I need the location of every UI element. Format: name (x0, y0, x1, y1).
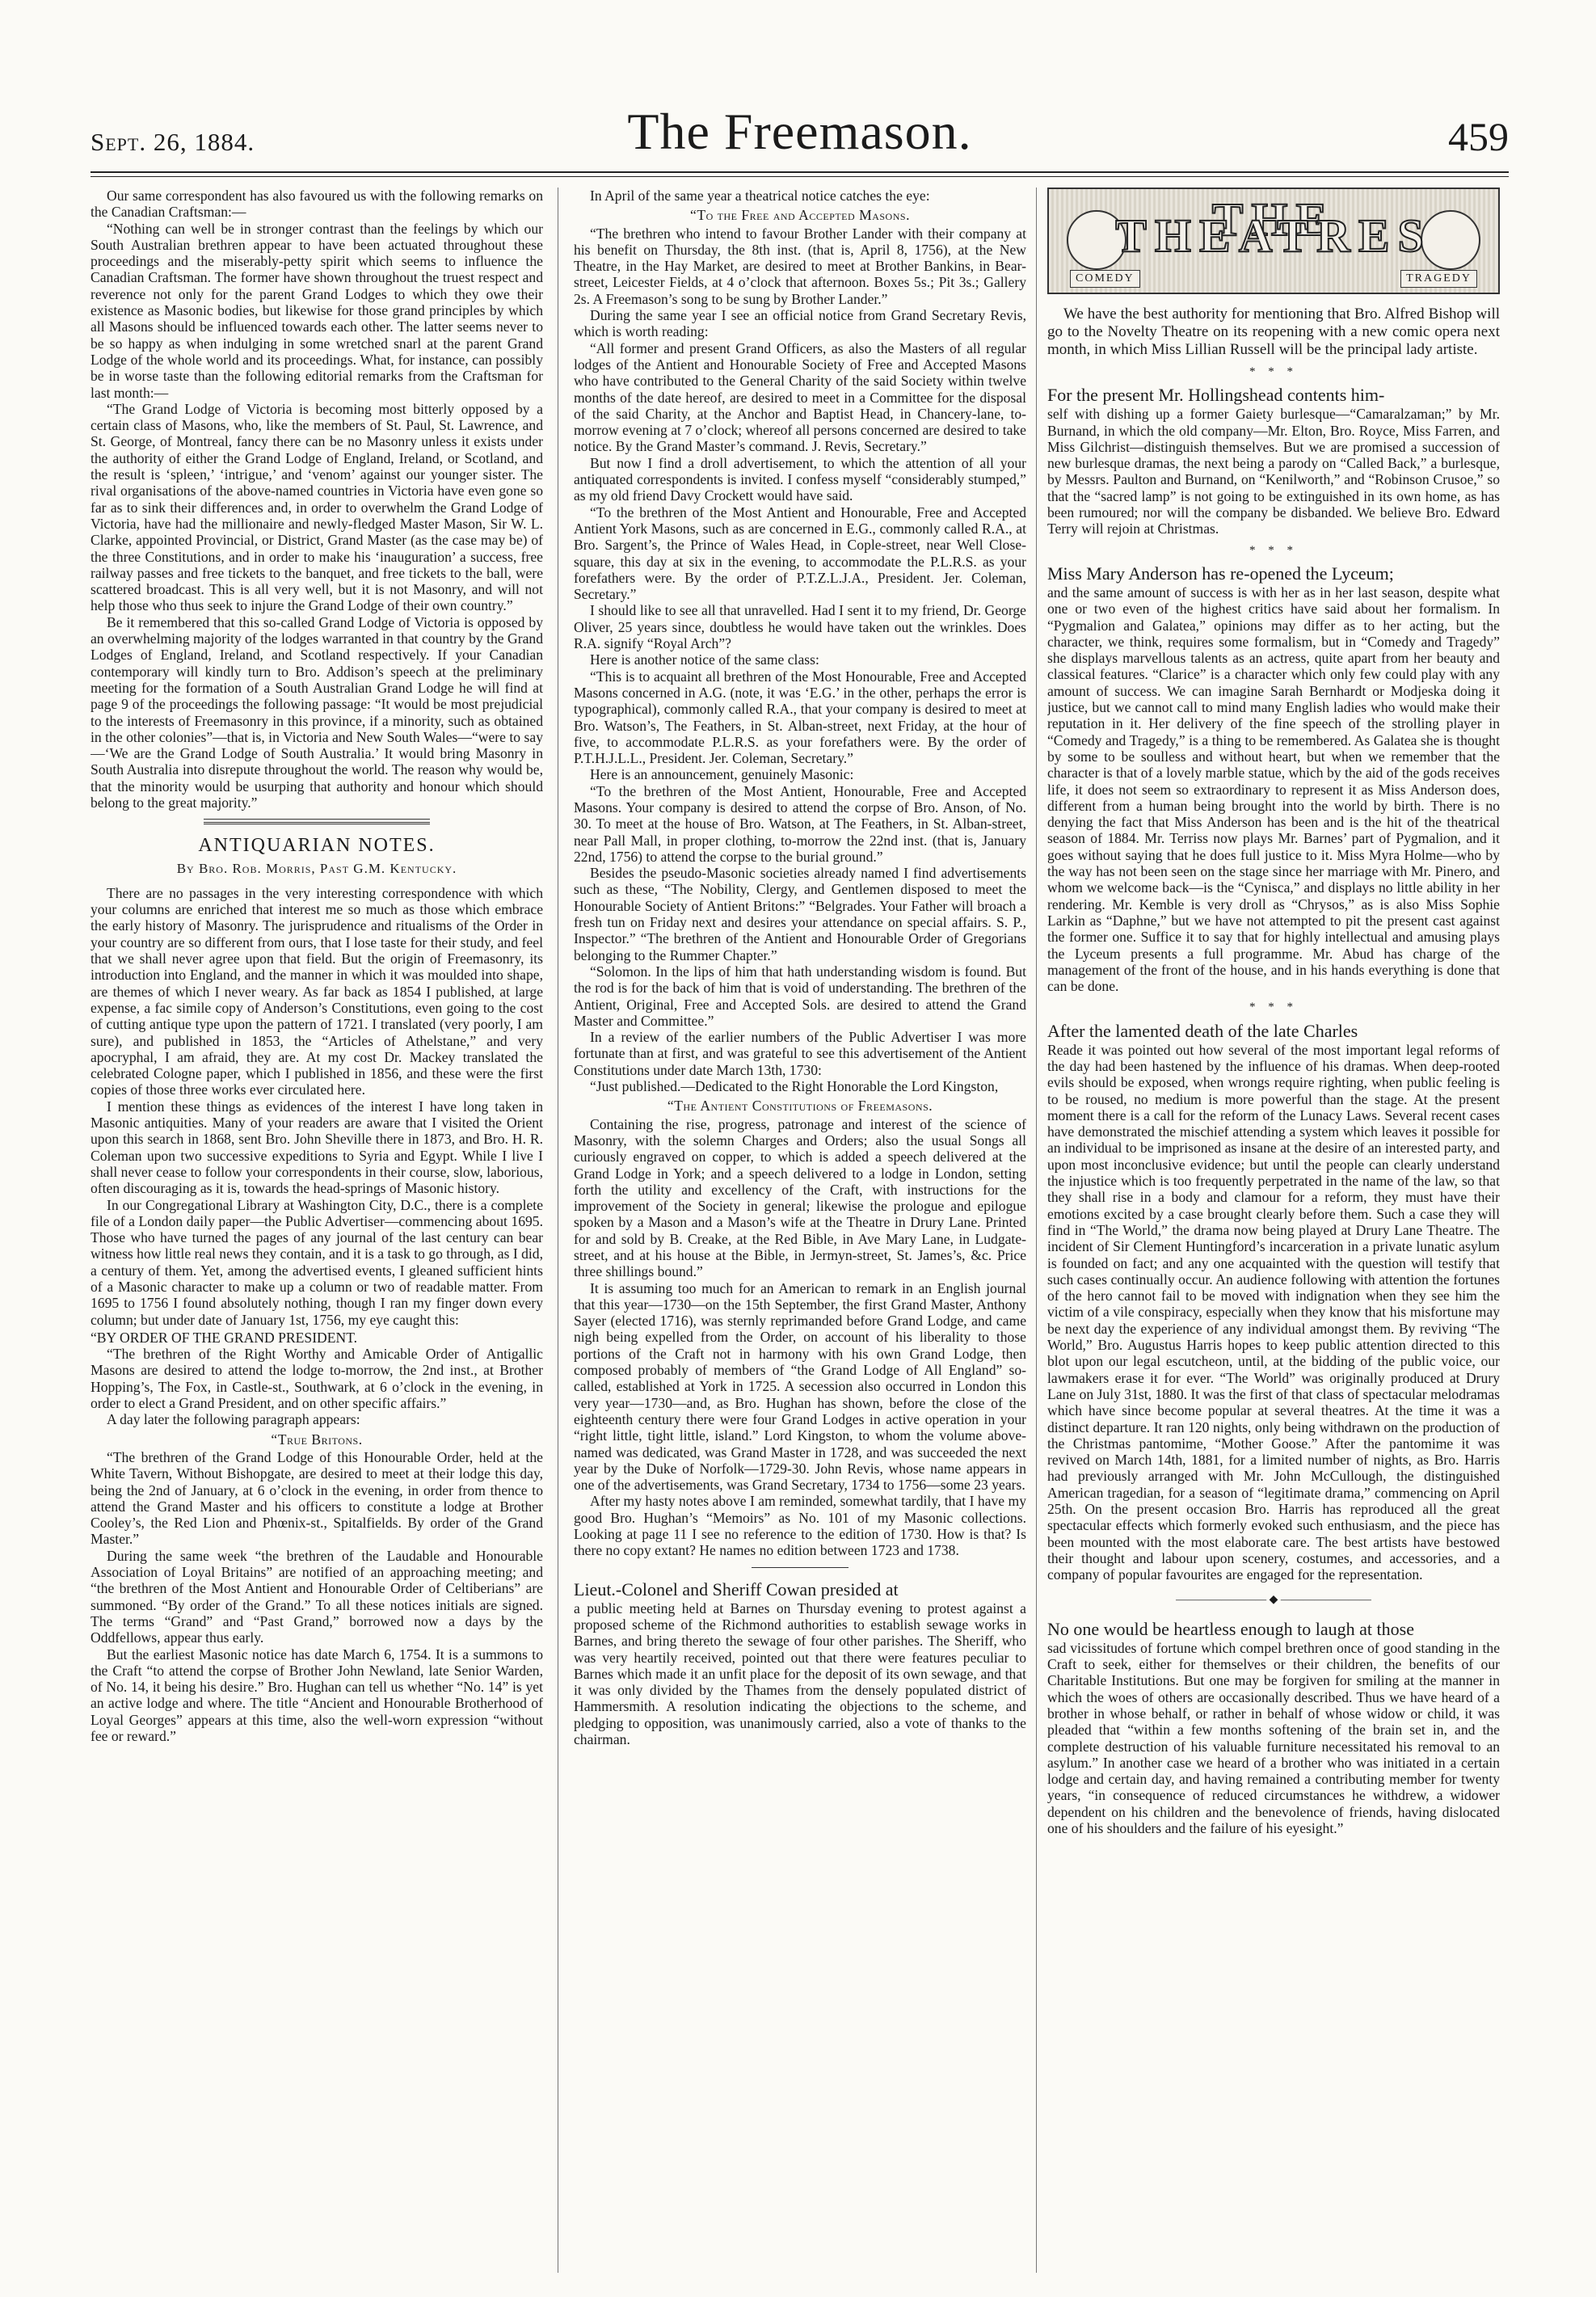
issue-date: Sept. 26, 1884. (91, 128, 255, 156)
paragraph: “The brethren of the Grand Lodge of this Honourable Order, held at the White Tavern, Without Bishopgate, are desired to meet at their lodge this day, being the 2nd of January, at 6 o’clock in the evening, in order from thence to attend the Grand Master and his officers to constitute a lodge at Brother Cooley’s, the Red Lion and Phœnix-st., Spitalfields. By order of the Grand Master.” (91, 1448, 543, 1548)
paragraph: In April of the same year a theatrical notice catches the eye: (590, 188, 930, 204)
paragraph: We have the best authority for mentioning that Bro. Alfred Bishop will go to the Novelty Theatre on its reopening with a new comic opera next month, in which Miss Lillian Russell will be the principal lady artiste. (1047, 306, 1500, 358)
paragraph: “This is to acquaint all brethren of the Most Honourable, Free and Accepted Masons concerned in A.G. (note, it was ‘E.G.’ in the other, perhaps the error is typographical), commonly called R.A., that your company is desired to meet at Bro. Watson’s, The Feathers, in St. Alban-street, next Friday, at the hour of five, to accommodate P.L.R.S. as your forefathers were. By the order of P.T.H.J.L.L., President. Jer. Coleman, Secretary.” (574, 668, 1026, 767)
paragraph: “Nothing can well be in stronger contrast than the feelings by which our South Australian brethren appear to have been actuated throughout these proceedings and the miserably-petty spirit which seems to influence the Canadian Craftsman. The former have shown throughout the truest respect and reverence not only for the parent Grand Lodges to which they owe their existence as Masonic bodies, but likewise for those grand principles by which all Masons should be influenced towards each other. The latter seems never to be so happy as when indulging in some wretched snarl at the parent Grand Lodge of the whole world and its proceedings. What, for instance, can possibly be in worse taste than the following editorial remarks from the Craftsman for last month:— (91, 220, 543, 401)
paragraph: During the same week “the brethren of the Laudable and Honourable Association of Loyal Britains” are notified of an approaching meeting; and “the brethren of the Most Antient and Honourable Order of Celtiberians” are summoned. “By order of the Grand.” To all these notices initials are signed. The terms “Grand” and “Past Grand,” borrowed now a days by the Oddfellows, appear thus early. (91, 1547, 543, 1646)
paragraph: “The brethren of the Right Worthy and Amicable Order of Antigallic Masons are desired to attend the lodge to-morrow, the 2nd inst., at Brother Hopping’s, The Fox, in Castle-st., Southwark, at 6 o’clock in the evening, in order to elect a Grand President, and on other specific affairs.” (91, 1346, 543, 1412)
paragraph: a public meeting held at Barnes on Thursday evening to protest against a proposed scheme of the Richmond authorities to establish sewage works in Barnes, and bring thereto the sewage of four other parishes. The Sheriff, who was very heartily received, pointed out that there were features peculiar to Barnes which made it an unfit place for the deposit of its own sewage, and that it was only divided by the Thames from the densely populated district of Hammersmith. A resolution indicating the objections to the scheme, and pledging to opposition, was unanimously carried, also a vote of thanks to the chairman. (574, 1599, 1026, 1748)
paragraph: A day later the following paragraph appears: (107, 1411, 360, 1428)
paragraph: Reade it was pointed out how several of the most important legal reforms of the day had been hastened by the influence of his dramas. When deep-rooted evils should be exposed, when wrongs require righting, when public feeling is to be roused, no medium is more powerful than the stage. At the present moment there is a call for the reform of the Lunacy Laws. Several recent cases have demonstrated the mischief attending a system which leaves it possible for an individual to be imprisoned as insane at the desire of an interested party, and upon most inconclusive evidence; but until the people can clearly understand the injustice which is too frequently perpetrated in the name of the law, so that they shall rise in a body and clamour for a reform, they must have their emotions excited by a case brought clearly before them. Such a case they will find in “The World,” the drama now being played at Drury Lane Theatre. The incident of Sir Clement Huntingford’s incarceration in a private lunatic asylum is founded on fact; and any one acquainted with the question will testify that such cases continually occur. An audience following with attention the fortunes of the hero cannot fail to be moved with indignation when they see him the victim of a vile conspiracy, especially when they know that his misfortune may be next day the experience of any individual amongst them. By reviving “The World,” Bro. Augustus Harris hopes to keep public attention directed to this blot upon our legal escutcheon, until, at the bidding of the public voice, our lawmakers erase it for ever. “The World” was originally produced at Drury Lane on July 31st, 1880. It was the first of that class of spectacular melodramas which have since become popular at several theatres. At the time it was a distinct departure. It ran 120 nights, only being withdrawn on the production of the Christmas pantomime, “Mother Goose.” After the pantomime it was revived on March 14th, 1881, for a limited number of nights, as Bro. Harris had previously arranged with Mr. John McCullough, the distinguished American tragedian, for a season of “legitimate drama,” commencing on April 25th. On the present occasion Bro. Harris has reproduced all the great spectacular effects which formerly evoked such enthusiasm, and the piece has been mounted with the most elaborate care. The best artists have bestowed their thought and labour upon scenery, costumes, and accessories, and a company of popular favourites are engaged for the representation. (1047, 1041, 1500, 1583)
paragraph: “Solomon. In the lips of him that hath understanding wisdom is found. But the rod is for the back of him that is void of understanding. The brethren of the Antient, Original, Free and Accepted Sols. are desired to attend the Grand Master and Committee.” (574, 963, 1026, 1029)
paragraph: It is assuming too much for an American to remark in an English journal that this year—1730—on the 15th September, the first Grand Master, Anthony Sayer (elected 1716), was sternly reprimanded before Grand Lodge, and came nigh being expelled from the Order, on account of his liberality to those portions of the Craft not in harmony with his own Grand Lodge, then composed probably of members of “the Grand Lodge of All England” so-called, established at York in 1725. A secession also occurred in London this very year—1730—and, as Bro. Hughan has shown, before the close of the eighteenth century there were four Grand Lodges in active operation in your “right little, tight little, island.” Lord Kingston, to whom the volume above-named was dedicated, was Grand Master in 1728, and was succeeded the next year by the Duke of Norfolk—1729-30. John Revis, whose name appears in one of the advertisements, was Grand Secretary, 1734 to 1756—some 23 years. (574, 1279, 1026, 1494)
theatres-banner (1047, 188, 1500, 294)
notice-heading: “True Britons. (271, 1431, 363, 1448)
banner-title: THE THEATRES (1115, 193, 1432, 263)
column-3 (1047, 188, 1500, 2265)
paragraph: I mention these things as evidences of the interest I have long taken in Masonic antiquities. Many of your readers are aware that I visited the Orient upon this search in 1868, sent Bro. John Sheville there in 1873, and Bro. H. R. Coleman upon two successive expeditions to Syria and Egypt. While I live I shall never cease to follow your correspondents in their course, slow, laborious, often discouraging as it is, towards the head-springs of Masonic history. (91, 1098, 543, 1197)
paragraph: I should like to see all that unravelled. Had I sent it to my friend, Dr. George Oliver, 25 years since, doubtless he would have taken out the wrinkles. Does R.A. signify “Royal Arch”? (574, 602, 1026, 652)
paragraph: Our same correspondent has also favoured us with the following remarks on the Canadian Craftsman:— (91, 188, 543, 221)
paragraph: During the same year I see an official notice from Grand Secretary Revis, which is worth reading: (574, 307, 1026, 340)
paragraph-lead: No one would be heartless enough to laugh at those (1047, 1618, 1414, 1639)
masthead (91, 95, 1509, 173)
paragraph-lead: After the lamented death of the late Charles (1047, 1020, 1358, 1041)
section-separator: * * * (1249, 1001, 1298, 1014)
column-divider (1036, 188, 1037, 2273)
section-rule (204, 819, 430, 820)
page-number: 459 (1448, 114, 1509, 159)
paragraph: “The Grand Lodge of Victoria is becoming most bitterly opposed by a certain class of Masons, who, like the members of St. Paul, St. Lawrence, and St. George, of Montreal, fancy there can be no Masonry unless it exists under the authority of either the Grand Lodge of England, Ireland, or Scotland, and the result is ‘spleen,’ ‘intrigue,’ and ‘venom’ against our younger sister. The rival organisations of the above-named countries in Victoria have even gone so far as to sink their differences and, in order to overwhelm the Grand Lodge of Victoria, have had the millionaire and newly-fledged Master Mason, Sir W. L. Clarke, appointed Provincial, or District, Grand Master (as the case may be) of the three Constitutions, and in order to make his ‘inauguration’ a success, free railway passes and free tickets to the banquet, and free tickets to the ball, were scattered broadcast. This is all very well, but it is not Masonry, and will not help those who thus seek to injure the Grand Lodge of their own country.” (91, 400, 543, 614)
paragraph: self with dishing up a former Gaiety burlesque—“Camaralzaman;” by Mr. Burnand, in which the old company—Mr. Elton, Bro. Royce, Miss Farren, and Miss Gilchrist—distinguish themselves. But we are promised a succession of new burlesque dramas, the next being a parody on “Called Back,” a burlesque, by Messrs. Paulton and Burnand, on “Kenilworth,” and “Robinson Crusoe,” so that the “sacred lamp” is not going to be extinguished in its own home, as has been rumoured; nor will the company be disbanded. We believe Bro. Edward Terry will rejoin at Christmas. (1047, 406, 1500, 537)
paragraph: But the earliest Masonic notice has date March 6, 1754. It is a summons to the Craft “to attend the corpse of Brother John Newland, late Senior Warden, of No. 14, it being his desire.” Bro. Hughan can tell us whether “No. 14” is yet an active lodge and where. The title “Ancient and Honourable Brotherhood of Loyal Georges” appears at this time, also the well-worn expression “without fee or reward.” (91, 1646, 543, 1745)
section-rule (204, 822, 430, 824)
article-heading: ANTIQUARIAN NOTES. (198, 835, 436, 857)
section-separator: * * * (1249, 365, 1298, 378)
paragraph: and the same amount of success is with her as in her last season, despite what one or two even of the highest critics have said about her formalism. In “Pygmalion and Galatea,” opinions may differ as to her acting, but the character, we think, requires some formalism, but in “Comedy and Tragedy” she displays marvellous talents as an actress, quite apart from her beauty and classical features. “Clarice” is a character which only few could play with any amount of success. We can imagine Sarah Bernhardt or Modjeska doing it justice, but we cannot call to mind many English ladies who would make their reputation in it. Her delivery of the fine speech of the strolling player in “Comedy and Tragedy,” is a thing to be remembered. As Galatea she is thought by some to be soulless and without heart, but when we remember that the character is that of a lovely marble statue, which by the aid of the gods receives life, it does not seem so extraordinary to represent it as Miss Anderson does, different from a human being brought into the world by birth. There is no denying the fact that Miss Anderson has been and is the hit of the theatrical season of 1884. Mr. Terriss now plays Mr. Barnes’ part of Pygmalion, and it goes without saying that he does full justice to it. Miss Myra Holme—who by the way has not been seen on the stage since her marriage with Mr. Pinero, and whom we welcome back—is the “Cynisca,” and displays no little ability in her rendering. Mr. Kemble is very droll as “Chrysos,” as is also Miss Sophie Larkin as “Daphne,” but we have not attempted to pit the present cast against the former one. Suffice it to say that for highly intellectual and amusing plays the Lyceum presents a full programme. Mr. Abud has charge of the management of the front of the house, and in his hands everything is done that can be done. (1047, 584, 1500, 995)
paragraph: But now I find a droll advertisement, to which the attention of all your antiquated correspondents is invited. I confess myself “considerably stumped,” as my old friend Davy Crockett would have said. (574, 454, 1026, 504)
paragraph: In our Congregational Library at Washington City, D.C., there is a complete file of a London daily paper—the Public Advertiser—commencing about 1695. Those who have turned the pages of any journal of the last century can bear witness how little real news they contain, and it is a task to go through, as I did, a century of them. Yet, among the advertised events, I gleaned sufficient hints of a Masonic character to make up a column or two of readable matter. From 1695 to 1756 I found absolutely nothing, though I ran my finger down every column; but under date of January 1st, 1756, my eye caught this: (91, 1196, 543, 1328)
newspaper-title: The Freemason. (627, 103, 972, 160)
paragraph-lead: For the present Mr. Hollingshead contents him- (1047, 385, 1385, 406)
banner-label-right: TRAGEDY (1400, 270, 1477, 288)
column-2 (574, 188, 1026, 2265)
paragraph: Here is an announcement, genuinely Masonic: (590, 766, 854, 783)
header-rule-thin (91, 176, 1509, 177)
article-byline: By Bro. Rob. Morris, Past G.M. Kentucky. (176, 860, 457, 876)
notice-heading: “To the Free and Accepted Masons. (690, 207, 910, 224)
column-1 (91, 188, 543, 2265)
notice-heading: “The Antient Constitutions of Freemasons. (667, 1098, 933, 1115)
paragraph: “Just published.—Dedicated to the Right Honorable the Lord Kingston, (590, 1078, 999, 1095)
section-separator: * * * (1249, 543, 1298, 557)
section-rule (752, 1567, 849, 1568)
paragraph-lead: Miss Mary Anderson has re-opened the Lyceum; (1047, 563, 1394, 584)
paragraph: Besides the pseudo-Masonic societies already named I find advertisements such as these, “The Nobility, Clergy, and Gentlemen disposed to meet the Honourable Society of Antient Britons:” “Belgrades. Your Father will broach a fresh tun on Friday next and desires your attendance on special affairs. S. P., Inspector.” “The brethren of the Antient and Honourable Order of Gregorians belonging to the Rummer Chapter.” (574, 865, 1026, 963)
paragraph: There are no passages in the very interesting correspondence with which your columns are enriched that interest me so much as those which embrace the early history of Masonry. The jurisprudence and ritualisms of the Order in your country are so different from ours, that I lose taste for their study, and feel that we shall never agree upon that field. But the origin of Freemasonry, its introduction into England, and the manner in which it was moulded into shape, are themes of which I never weary. As far back as 1854 I published, at large expense, a fac simile copy of Anderson’s Constitutions, even going to the cost of cutting antique type upon the pattern of 1721. I translated (very poorly, I am sure), and published in 1853, the “Articles of Athelstane,” and very apocryphal, I am afraid, they are. At my cost Dr. Mackey translated the celebrated Cologne paper, which I published in 1856, and these were the first copies of those three works ever circulated here. (91, 884, 543, 1098)
ornament-divider: ———————— ◆ ———————— (1176, 1594, 1371, 1607)
paragraph: After my hasty notes above I am reminded, somewhat tardily, that I have my good Bro. Hughan’s “Memoirs” as No. 101 of my Masonic collections. Looking at page 11 I see no reference to the edition of 1730. How is that? Is there no copy extant? He names no edition between 1723 and 1738. (574, 1493, 1026, 1559)
banner-label-left: COMEDY (1070, 270, 1140, 288)
paragraph: “To the brethren of the Most Antient, Honourable, Free and Accepted Masons. Your company is desired to attend the corpse of Bro. Anson, of No. 30. To meet at the house of Bro. Watson, at The Feathers, in St. Alban-street, near Pall Mall, in proper clothing, to-morrow the 22nd inst. (that is, January 22nd, 1756) to attend the corpse to the burial ground.” (574, 782, 1026, 865)
paragraph: Here is another notice of the same class: (590, 651, 819, 668)
paragraph: In a review of the earlier numbers of the Public Advertiser I was more fortunate than at first, and was grateful to see this advertisement of the Antient Constitutions under date March 13th, 1730: (574, 1029, 1026, 1078)
paragraph: “All former and present Grand Officers, as also the Masters of all regular lodges of the Antient and Honourable Society of Free and Accepted Masons who have contributed to the General Charity of the said Society within twelve months of the date hereof, are desired to meet in a Committee for the disposal of the said Charity, at the Anchor and Baptist Head, in Chancery-lane, to-morrow evening at 7 o’clock; whereof all persons concerned are desired to take notice. By the Grand Master’s command. J. Revis, Secretary.” (574, 339, 1026, 455)
paragraph: Containing the rise, progress, patronage and interest of the science of Masonry, with the solemn Charges and Orders; also the usual Songs all curiously engraved on copper, to which is added a speech delivered at the Grand Lodge in York; and a speech delivered to a lodge in London, setting forth the utility and excellency of the Craft, with instructions for the improvement of the Society in general; likewise the prologue and epilogue spoken by a Mason and a Mason’s wife at the Theatre in Drury Lane. Printed for and sold by B. Creake, at the Red Bible, in Ave Mary Lane, in Ludgate-street, and at his house at the Bible, in Jermyn-street, St. James’s, &c. Price three shillings bound.” (574, 1115, 1026, 1280)
paragraph-lead: Lieut.-Colonel and Sheriff Cowan presided at (574, 1578, 899, 1599)
paragraph: Be it remembered that this so-called Grand Lodge of Victoria is opposed by an overwhelming majority of the lodges warranted in that country by the Grand Lodges of England, Ireland, and Scotland respectively. If your Canadian contemporary will kindly turn to Bro. Addison’s speech at the preliminary meeting for the formation of a South Australian Grand Lodge he will find at page 9 of the proceedings the following passage: “It would be most prejudicial to the interests of Freemasonry in this province, if a minority, such as obtained in the other colonies”—that is, in Victoria and New South Wales—“were to say—‘We are the Grand Lodge of South Australia.’ It would bring Masonry in South Australia into disrepute throughout the world. The reason why would be, that the minority would be usurping that authority and honour which should belong to the great majority.” (91, 613, 543, 811)
paragraph: “The brethren who intend to favour Brother Lander with their company at his benefit on Thursday, the 8th inst. (that is, April 8, 1756), at the New Theatre, in the Hay Market, are desired to meet at Brother Bankins, in Bear-street, Leicester Fields, at 4 o’clock that afternoon. Boxes 5s.; Pit 3s.; Gallery 2s. A Freemason’s song to be sung by Brother Lander.” (574, 225, 1026, 307)
header-rule (91, 171, 1509, 173)
notice-heading: “BY ORDER OF THE GRAND PRESIDENT. (91, 1329, 358, 1346)
paragraph: “To the brethren of the Most Antient and Honourable, Free and Accepted Antient York Masons, such as are concerned in E.G., commonly called R.A., at Bro. Sargent’s, the Prince of Wales Head, in Cople-street, near Well Close-square, this day at six in the evening, to accommodate the P.L.R.S. as your forefathers were. By the order of P.T.Z.L.J.A., President. Jer. Coleman, Secretary.” (574, 504, 1026, 603)
paragraph: sad vicissitudes of fortune which compel brethren once of good standing in the Craft to seek, either for themselves or their children, the benefits of our Charitable Institutions. But one may be forgiven for smiling at the manner in which the woes of others are occasionally described. Thus we have heard of a brother in whose behalf, or rather in behalf of whose widow or child, it was pleaded that “within a few months softening of the brain set in, and the complete destruction of his valuable furniture necessitated his removal to an asylum.” In another case we heard of a brother who was initiated in a certain lodge and certain day, and having remained a contributing member for twenty years, “in consequence of reduced circumstances he withdrew, a widower dependent on his children and the benevolence of friends, having dislocated one of his shoulders and the failure of his eyesight.” (1047, 1639, 1500, 1837)
